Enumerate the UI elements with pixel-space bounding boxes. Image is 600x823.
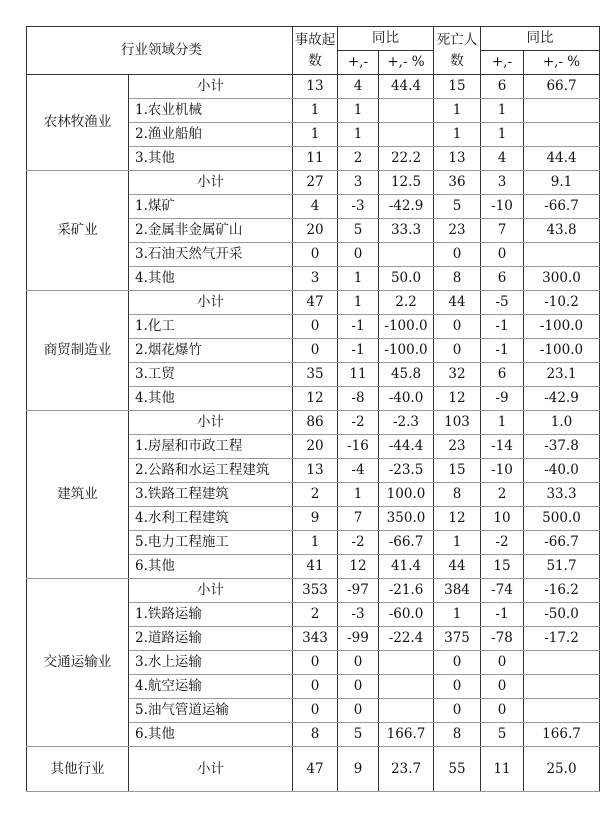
deaths-pct-cell: 300.0 — [524, 267, 600, 291]
deaths-pct-cell: -66.7 — [524, 531, 600, 555]
subcategory-label: 2.渔业船舶 — [129, 123, 293, 147]
deaths-diff-cell: 7 — [481, 219, 524, 243]
deaths-pct-cell: 43.8 — [524, 219, 600, 243]
deaths-cell: 23 — [434, 219, 481, 243]
deaths-pct-cell — [524, 243, 600, 267]
deaths-cell: 5 — [434, 195, 481, 219]
deaths-diff-cell: -74 — [481, 579, 524, 603]
deaths-diff-cell: 0 — [481, 699, 524, 723]
accidents-diff-cell: 0 — [338, 651, 379, 675]
accidents-diff-cell: -2 — [338, 411, 379, 435]
category-name: 建筑业 — [27, 411, 129, 579]
deaths-cell: 1 — [434, 603, 481, 627]
accidents-cell: 12 — [293, 387, 338, 411]
deaths-cell: 0 — [434, 315, 481, 339]
deaths-diff-cell: 3 — [481, 171, 524, 195]
accidents-pct-cell: -22.4 — [379, 627, 434, 651]
deaths-cell: 36 — [434, 171, 481, 195]
accidents-diff-cell: 1 — [338, 123, 379, 147]
accidents-pct-cell: 2.2 — [379, 291, 434, 315]
subcategory-label: 5.电力工程施工 — [129, 531, 293, 555]
accidents-pct-cell: 12.5 — [379, 171, 434, 195]
deaths-diff-cell: -78 — [481, 627, 524, 651]
accidents-pct-cell: -2.3 — [379, 411, 434, 435]
accidents-cell: 20 — [293, 435, 338, 459]
deaths-diff-cell: 5 — [481, 723, 524, 747]
deaths-pct-cell: -100.0 — [524, 339, 600, 363]
deaths-pct-cell: -66.7 — [524, 195, 600, 219]
deaths-diff-cell: -1 — [481, 315, 524, 339]
accidents-pct-cell: -42.9 — [379, 195, 434, 219]
category-name: 商贸制造业 — [27, 291, 129, 411]
accidents-cell: 1 — [293, 123, 338, 147]
accidents-diff-cell: 0 — [338, 243, 379, 267]
deaths-diff-cell: 10 — [481, 507, 524, 531]
accidents-cell: 8 — [293, 723, 338, 747]
deaths-pct-cell — [524, 651, 600, 675]
deaths-pct-cell: 166.7 — [524, 723, 600, 747]
deaths-cell: 375 — [434, 627, 481, 651]
accidents-pct-cell: -100.0 — [379, 315, 434, 339]
deaths-diff-cell: -1 — [481, 603, 524, 627]
deaths-diff-cell: -10 — [481, 459, 524, 483]
accidents-cell: 353 — [293, 579, 338, 603]
accidents-pct-cell — [379, 675, 434, 699]
accidents-pct-cell: 100.0 — [379, 483, 434, 507]
deaths-pct-cell — [524, 675, 600, 699]
subcategory-label: 4.水利工程建筑 — [129, 507, 293, 531]
subcategory-label: 3.工贸 — [129, 363, 293, 387]
accidents-diff-cell: -97 — [338, 579, 379, 603]
deaths-pct-cell: 23.1 — [524, 363, 600, 387]
deaths-pct-cell: 1.0 — [524, 411, 600, 435]
accidents-diff-cell: 1 — [338, 267, 379, 291]
accidents-pct-cell: -40.0 — [379, 387, 434, 411]
deaths-pct-cell: -50.0 — [524, 603, 600, 627]
subcategory-label: 2.道路运输 — [129, 627, 293, 651]
subtotal-label: 小计 — [129, 291, 293, 315]
deaths-cell: 12 — [434, 387, 481, 411]
deaths-diff-cell: -10 — [481, 195, 524, 219]
deaths-cell: 44 — [434, 555, 481, 579]
subcategory-label: 3.铁路工程建筑 — [129, 483, 293, 507]
accidents-pct-cell: -23.5 — [379, 459, 434, 483]
deaths-pct-cell: 500.0 — [524, 507, 600, 531]
deaths-pct-cell: -100.0 — [524, 315, 600, 339]
deaths-diff-cell: 1 — [481, 99, 524, 123]
category-name: 农林牧渔业 — [27, 75, 129, 171]
deaths-cell: 0 — [434, 243, 481, 267]
deaths-diff-cell: 0 — [481, 675, 524, 699]
deaths-cell: 15 — [434, 459, 481, 483]
accidents-diff-cell: 9 — [338, 747, 379, 792]
accidents-diff-cell: 0 — [338, 675, 379, 699]
accidents-pct-cell: -60.0 — [379, 603, 434, 627]
deaths-pct-cell: 66.7 — [524, 75, 600, 99]
table-row — [27, 171, 600, 195]
deaths-cell: 32 — [434, 363, 481, 387]
subtotal-label: 小计 — [129, 411, 293, 435]
subtotal-label: 小计 — [129, 171, 293, 195]
accidents-pct-cell — [379, 99, 434, 123]
subtotal-label: 小计 — [129, 75, 293, 99]
accidents-diff-cell: 0 — [338, 699, 379, 723]
deaths-pct-cell — [524, 699, 600, 723]
table-row — [27, 291, 600, 315]
subtotal-label: 小计 — [129, 579, 293, 603]
deaths-cell: 55 — [434, 747, 481, 792]
deaths-diff-cell: -14 — [481, 435, 524, 459]
deaths-diff-header: +,- — [481, 51, 524, 75]
deaths-cell: 384 — [434, 579, 481, 603]
accidents-diff-cell: -1 — [338, 315, 379, 339]
subcategory-label: 3.其他 — [129, 147, 293, 171]
accidents-pct-cell: 41.4 — [379, 555, 434, 579]
category-header: 行业领域分类 — [27, 27, 293, 75]
deaths-diff-cell: 1 — [481, 123, 524, 147]
accidents-diff-cell: -1 — [338, 339, 379, 363]
accidents-cell: 27 — [293, 171, 338, 195]
accidents-diff-cell: 3 — [338, 171, 379, 195]
accidents-diff-cell: 5 — [338, 219, 379, 243]
accidents-pct-cell: -66.7 — [379, 531, 434, 555]
deaths-pct-header: +,- % — [524, 51, 600, 75]
accidents-pct-cell: 44.4 — [379, 75, 434, 99]
accidents-cell: 0 — [293, 339, 338, 363]
accidents-cell: 86 — [293, 411, 338, 435]
deaths-diff-cell: -5 — [481, 291, 524, 315]
accidents-pct-cell: 166.7 — [379, 723, 434, 747]
deaths-diff-cell: 0 — [481, 651, 524, 675]
accidents-pct-cell: 23.7 — [379, 747, 434, 792]
accidents-pct-cell: -100.0 — [379, 339, 434, 363]
accidents-cell: 343 — [293, 627, 338, 651]
deaths-pct-cell: -16.2 — [524, 579, 600, 603]
deaths-cell: 0 — [434, 339, 481, 363]
accidents-diff-cell: 1 — [338, 483, 379, 507]
deaths-cell: 0 — [434, 651, 481, 675]
deaths-diff-cell: -2 — [481, 531, 524, 555]
accidents-pct-cell: 350.0 — [379, 507, 434, 531]
accidents-pct-header: +,- % — [379, 51, 434, 75]
accidents-diff-cell: -99 — [338, 627, 379, 651]
subcategory-label: 3.水上运输 — [129, 651, 293, 675]
category-name: 其他行业 — [27, 747, 129, 792]
deaths-cell: 15 — [434, 75, 481, 99]
deaths-pct-cell: 51.7 — [524, 555, 600, 579]
accidents-diff-cell: -8 — [338, 387, 379, 411]
deaths-pct-cell: -40.0 — [524, 459, 600, 483]
accidents-cell: 47 — [293, 291, 338, 315]
accident-statistics-table — [26, 26, 600, 792]
subcategory-label: 3.石油天然气开采 — [129, 243, 293, 267]
yoy-deaths-header: 同比 — [481, 27, 600, 51]
subcategory-label: 1.农业机械 — [129, 99, 293, 123]
deaths-diff-cell: 1 — [481, 411, 524, 435]
accidents-cell: 1 — [293, 99, 338, 123]
accidents-diff-cell: 7 — [338, 507, 379, 531]
deaths-cell: 8 — [434, 267, 481, 291]
accidents-diff-cell: -3 — [338, 195, 379, 219]
deaths-pct-cell: 25.0 — [524, 747, 600, 792]
deaths-cell: 0 — [434, 699, 481, 723]
deaths-cell: 8 — [434, 723, 481, 747]
deaths-pct-cell — [524, 99, 600, 123]
accidents-cell: 3 — [293, 267, 338, 291]
subcategory-label: 1.铁路运输 — [129, 603, 293, 627]
accidents-cell: 20 — [293, 219, 338, 243]
deaths-diff-cell: 2 — [481, 483, 524, 507]
accidents-cell: 47 — [293, 747, 338, 792]
subcategory-label: 1.化工 — [129, 315, 293, 339]
accidents-pct-cell: 45.8 — [379, 363, 434, 387]
table-row — [27, 747, 600, 792]
accidents-diff-cell: 11 — [338, 363, 379, 387]
deaths-cell: 23 — [434, 435, 481, 459]
accidents-pct-cell: 50.0 — [379, 267, 434, 291]
accidents-diff-cell: 12 — [338, 555, 379, 579]
deaths-diff-cell: 15 — [481, 555, 524, 579]
subcategory-label: 2.金属非金属矿山 — [129, 219, 293, 243]
yoy-accidents-header: 同比 — [338, 27, 434, 51]
subtotal-label: 小计 — [129, 747, 293, 792]
accidents-cell: 0 — [293, 651, 338, 675]
table-row — [27, 579, 600, 603]
deaths-cell: 8 — [434, 483, 481, 507]
deaths-cell: 13 — [434, 147, 481, 171]
subcategory-label: 6.其他 — [129, 555, 293, 579]
subcategory-label: 2.公路和水运工程建筑 — [129, 459, 293, 483]
deaths-pct-cell: 9.1 — [524, 171, 600, 195]
subcategory-label: 1.房屋和市政工程 — [129, 435, 293, 459]
accidents-cell: 11 — [293, 147, 338, 171]
accidents-diff-cell: 4 — [338, 75, 379, 99]
accidents-diff-cell: -4 — [338, 459, 379, 483]
accidents-cell: 9 — [293, 507, 338, 531]
accidents-diff-cell: -2 — [338, 531, 379, 555]
accidents-cell: 35 — [293, 363, 338, 387]
deaths-cell: 44 — [434, 291, 481, 315]
accidents-cell: 13 — [293, 459, 338, 483]
deaths-diff-cell: 6 — [481, 267, 524, 291]
deaths-cell: 1 — [434, 123, 481, 147]
deaths-pct-cell: -17.2 — [524, 627, 600, 651]
accidents-cell: 4 — [293, 195, 338, 219]
deaths-diff-cell: -9 — [481, 387, 524, 411]
deaths-pct-cell: 33.3 — [524, 483, 600, 507]
accidents-header: 事故起数 — [293, 27, 338, 75]
deaths-pct-cell: -10.2 — [524, 291, 600, 315]
subcategory-label: 2.烟花爆竹 — [129, 339, 293, 363]
accidents-diff-header: +,- — [338, 51, 379, 75]
category-name: 采矿业 — [27, 171, 129, 291]
accidents-cell: 13 — [293, 75, 338, 99]
subcategory-label: 4.其他 — [129, 267, 293, 291]
accidents-pct-cell — [379, 243, 434, 267]
deaths-cell: 0 — [434, 675, 481, 699]
deaths-diff-cell: -1 — [481, 339, 524, 363]
subcategory-label: 5.油气管道运输 — [129, 699, 293, 723]
accidents-diff-cell: 2 — [338, 147, 379, 171]
accidents-pct-cell — [379, 699, 434, 723]
deaths-header: 死亡人数 — [434, 27, 481, 75]
accidents-pct-cell — [379, 651, 434, 675]
deaths-pct-cell: -37.8 — [524, 435, 600, 459]
deaths-diff-cell: 6 — [481, 75, 524, 99]
accidents-diff-cell: 5 — [338, 723, 379, 747]
deaths-pct-cell: -42.9 — [524, 387, 600, 411]
accidents-diff-cell: 1 — [338, 291, 379, 315]
accidents-cell: 0 — [293, 315, 338, 339]
accidents-pct-cell: 33.3 — [379, 219, 434, 243]
deaths-cell: 103 — [434, 411, 481, 435]
subcategory-label: 6.其他 — [129, 723, 293, 747]
deaths-cell: 1 — [434, 531, 481, 555]
accidents-pct-cell: -44.4 — [379, 435, 434, 459]
deaths-pct-cell: 44.4 — [524, 147, 600, 171]
deaths-pct-cell — [524, 123, 600, 147]
category-name: 交通运输业 — [27, 579, 129, 747]
accidents-cell: 2 — [293, 603, 338, 627]
subcategory-label: 4.其他 — [129, 387, 293, 411]
deaths-diff-cell: 6 — [481, 363, 524, 387]
table-row — [27, 411, 600, 435]
accidents-pct-cell — [379, 123, 434, 147]
accidents-cell: 0 — [293, 675, 338, 699]
accidents-cell: 0 — [293, 699, 338, 723]
table-row — [27, 75, 600, 99]
accidents-diff-cell: -3 — [338, 603, 379, 627]
deaths-cell: 12 — [434, 507, 481, 531]
subcategory-label: 4.航空运输 — [129, 675, 293, 699]
accidents-cell: 2 — [293, 483, 338, 507]
deaths-diff-cell: 4 — [481, 147, 524, 171]
deaths-diff-cell: 0 — [481, 243, 524, 267]
accidents-cell: 1 — [293, 531, 338, 555]
accidents-cell: 41 — [293, 555, 338, 579]
deaths-cell: 1 — [434, 99, 481, 123]
subcategory-label: 1.煤矿 — [129, 195, 293, 219]
accidents-pct-cell: -21.6 — [379, 579, 434, 603]
deaths-diff-cell: 11 — [481, 747, 524, 792]
accidents-pct-cell: 22.2 — [379, 147, 434, 171]
accidents-diff-cell: -16 — [338, 435, 379, 459]
accidents-cell: 0 — [293, 243, 338, 267]
accidents-diff-cell: 1 — [338, 99, 379, 123]
